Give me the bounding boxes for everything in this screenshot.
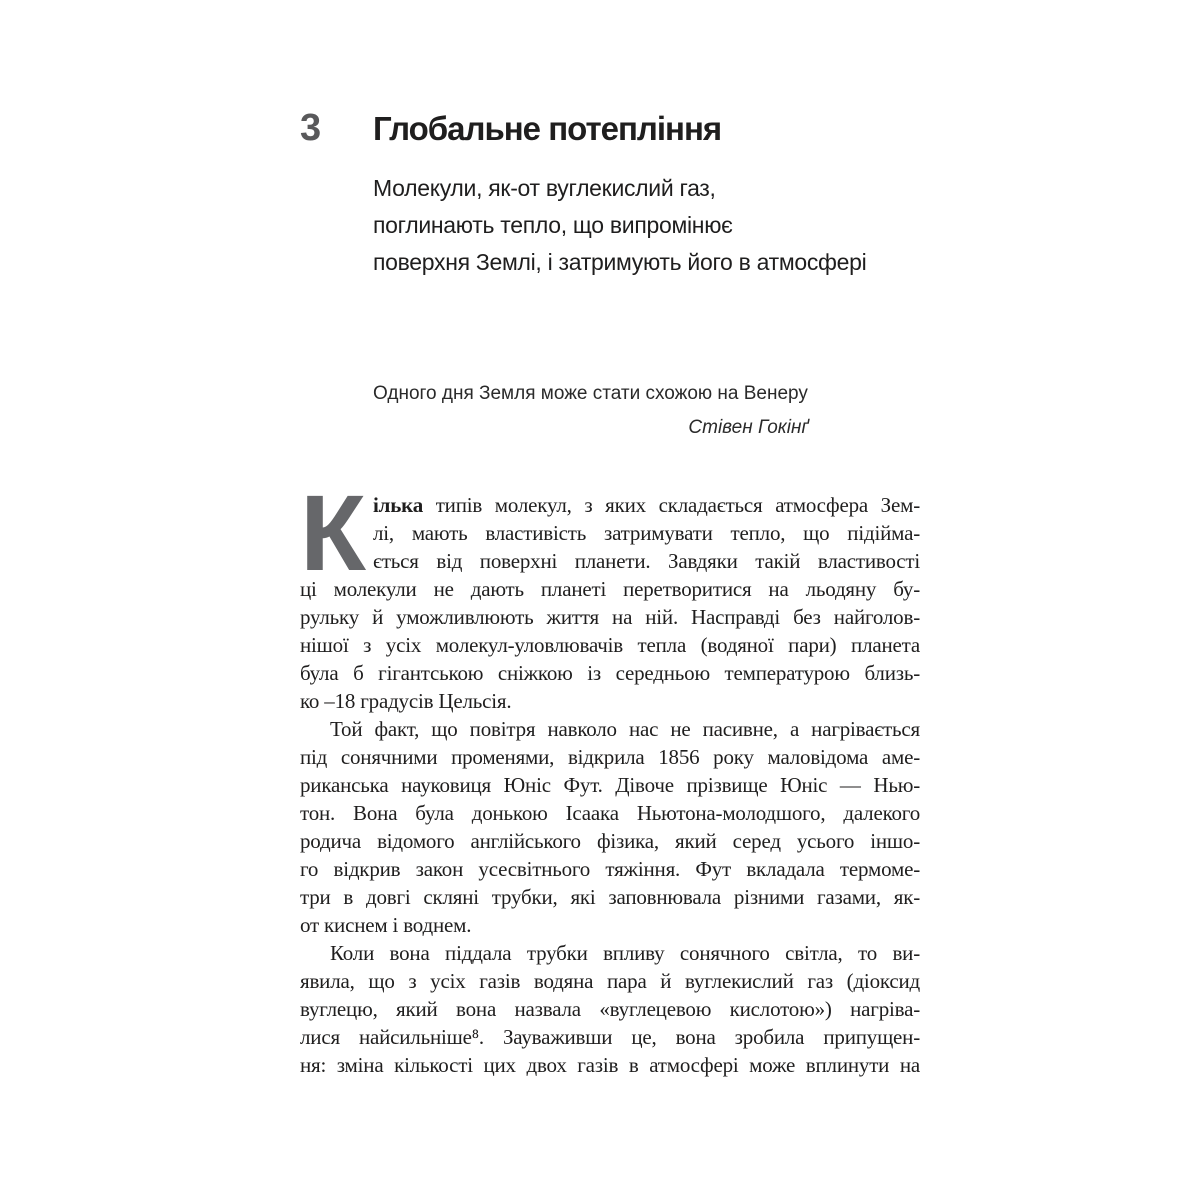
text-line: три в довгі скляні трубки, які заповнювала різними газами, як- xyxy=(300,885,920,909)
text-line: вуглецю, який вона назвала «вуглецевою кислотою») нагріва- xyxy=(300,997,920,1021)
paragraph xyxy=(300,715,920,939)
text-line: го відкрив закон усесвітнього тяжіння. Фут вкладала термоме- xyxy=(300,857,920,881)
chapter-title-row xyxy=(300,106,920,151)
text-line: лі, мають властивість затримувати тепло, що підійма- xyxy=(373,521,920,545)
chapter-subtitle-line: поглинають тепло, що випромінює xyxy=(373,212,733,238)
chapter-header xyxy=(300,106,920,281)
lead-bold-word: ілька xyxy=(373,493,424,517)
text-line: Коли вона піддала трубки впливу сонячного світла, то ви- xyxy=(330,941,920,965)
text-line: Той факт, що повітря навколо нас не пасивне, а нагрівається xyxy=(330,717,920,741)
text-line: ці молекули не дають планеті перетворитися на льодяну бу- xyxy=(300,577,920,601)
epigraph-quote: Одного дня Земля може стати схожою на Венеру xyxy=(373,383,808,404)
paragraph xyxy=(300,472,920,715)
chapter-subtitle-line: поверхня Землі, і затримують його в атмосфері xyxy=(373,249,867,275)
text-line: от киснем і воднем. xyxy=(300,913,472,937)
text-line: нішої з усіх молекул-уловлювачів тепла (водяної пари) планета xyxy=(300,633,920,657)
text-line: ня: зміна кількості цих двох газів в атмосфері може вплинути на xyxy=(300,1053,920,1077)
text-line: ко –18 градусів Цельсія. xyxy=(300,689,512,713)
epigraph-author: Стівен Гокінґ xyxy=(688,417,808,438)
text-line: родича відомого англійського фізика, який серед усього іншо- xyxy=(300,829,920,853)
paragraph xyxy=(300,939,920,1079)
chapter-subtitle xyxy=(373,170,920,281)
text-line: під сонячними променями, відкрила 1856 року маловідома аме- xyxy=(300,745,920,769)
page-content xyxy=(300,106,920,1079)
text-line: рульку й уможливлюють життя на ній. Насправді без найголов- xyxy=(300,605,920,629)
text-line: ілька типів молекул, з яких складається атмосфера Зем- xyxy=(373,493,920,517)
drop-cap: К xyxy=(300,472,366,593)
text-line: тон. Вона була донькою Ісаака Ньютона-молодшого, далекого xyxy=(300,801,920,825)
text-line: лися найсильніше⁸. Зауваживши це, вона зробила припущен- xyxy=(300,1025,920,1049)
text-line: риканська науковиця Юніс Фут. Дівоче прізвище Юніс — Нью- xyxy=(300,773,920,797)
text-line: ється від поверхні планети. Завдяки такій властивості xyxy=(373,549,920,573)
text-line: явила, що з усіх газів водяна пара й вуглекислий газ (діоксид xyxy=(300,969,920,993)
chapter-body xyxy=(300,472,920,1079)
chapter-number: 3 xyxy=(300,107,322,149)
epigraph xyxy=(373,377,808,445)
chapter-title: Глобальне потепління xyxy=(373,110,722,147)
chapter-subtitle-line: Молекули, як-от вуглекислий газ, xyxy=(373,175,716,201)
text-line: була б гігантською сніжкою із середньою температурою близь- xyxy=(300,661,920,685)
